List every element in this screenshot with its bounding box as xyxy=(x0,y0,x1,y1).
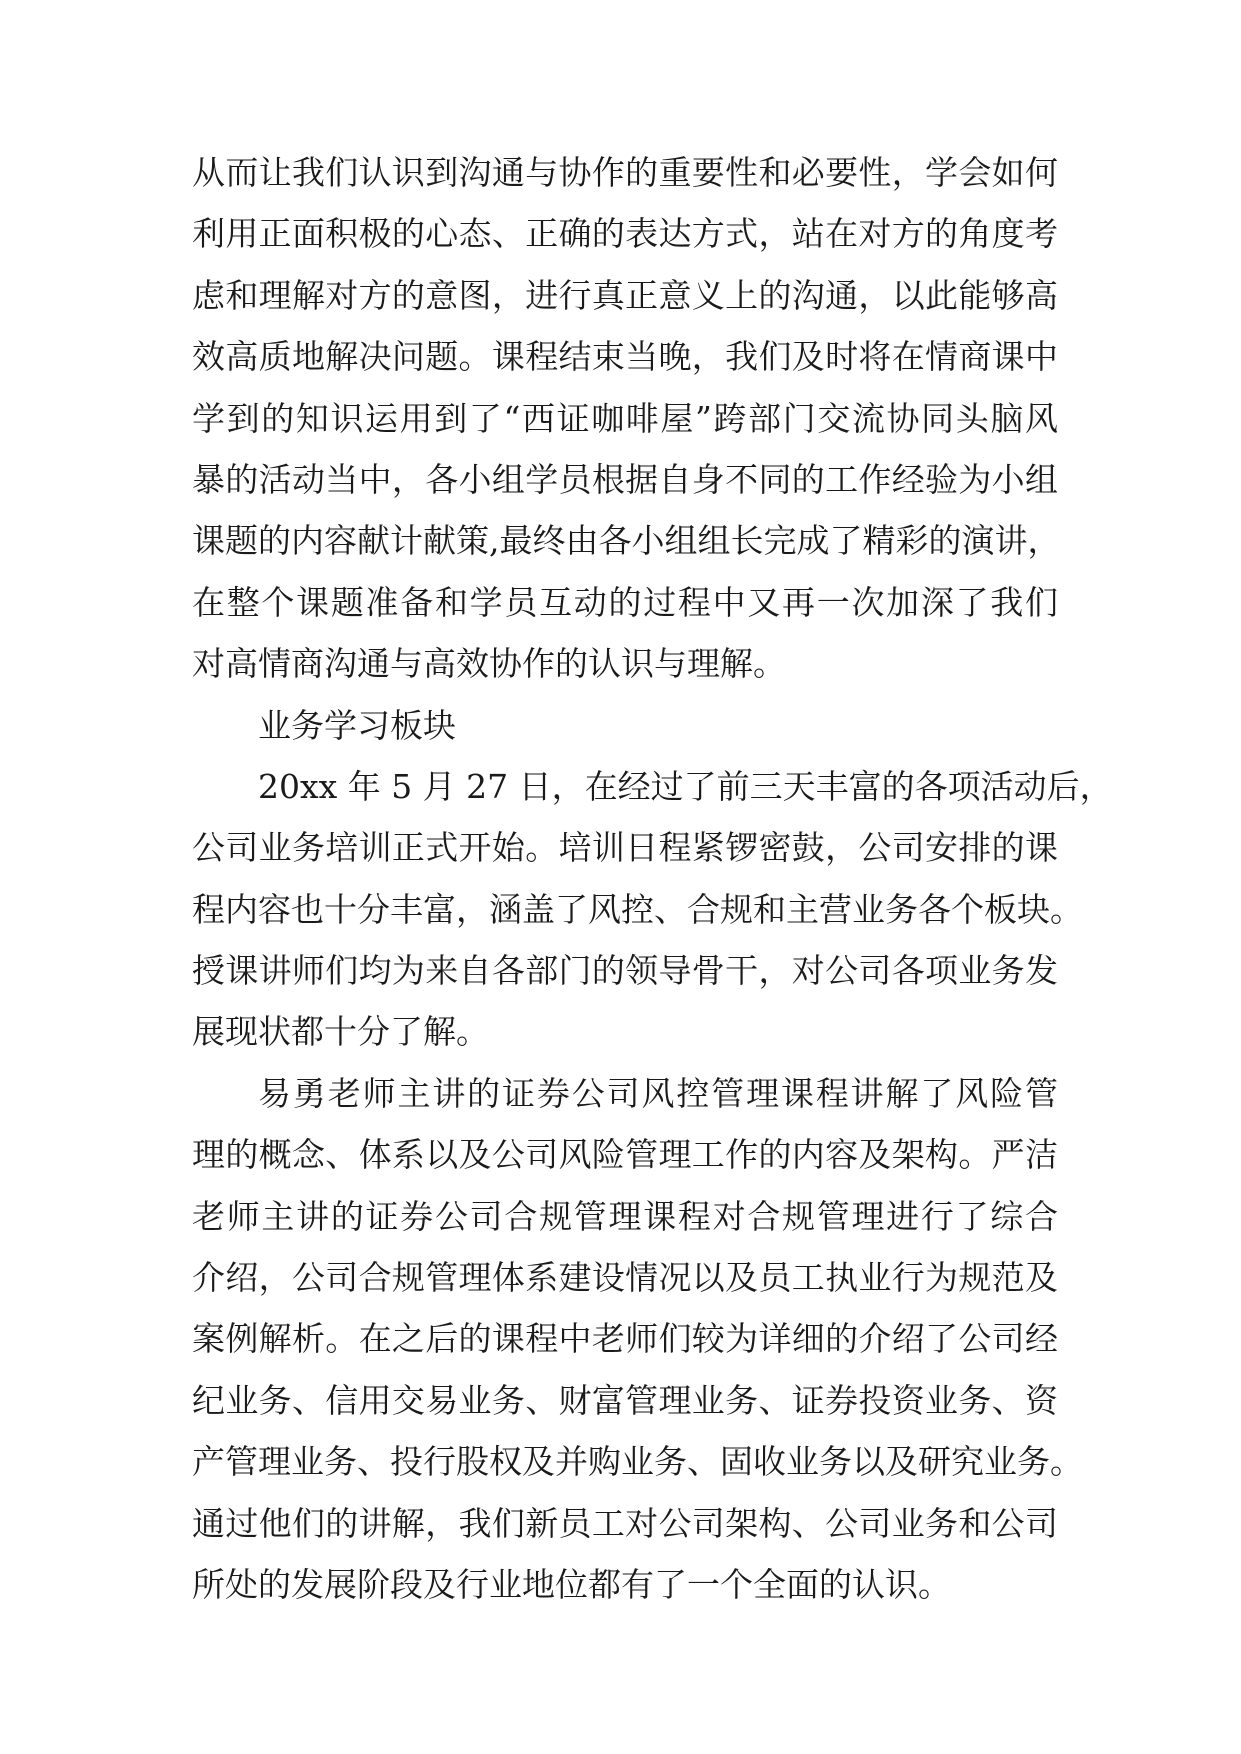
text-line: 暴的活动当中，各小组学员根据自身不同的工作经验为小组 xyxy=(192,459,1058,499)
text-line: 效高质地解决问题。课程结束当晚，我们及时将在情商课中 xyxy=(192,337,1058,377)
text-line: 20xx 年 5 月 27 日，在经过了前三天丰富的各项活动后， xyxy=(258,766,1113,806)
text-line: 老师主讲的证券公司合规管理课程对合规管理进行了综合 xyxy=(192,1196,1058,1236)
text-line: 理的概念、体系以及公司风险管理工作的内容及架构。严洁 xyxy=(192,1135,1058,1175)
text-line: 授课讲师们均为来自各部门的领导骨干，对公司各项业务发 xyxy=(192,951,1058,991)
paragraph-course-details xyxy=(192,1063,1083,1616)
text-line: 公司业务培训正式开始。培训日程紧锣密鼓，公司安排的课 xyxy=(192,828,1058,868)
text-line: 展现状都十分了解。 xyxy=(192,1012,489,1052)
section-heading-text: 业务学习板块 xyxy=(258,705,456,745)
paragraph-communication xyxy=(192,142,1061,695)
text-line: 易勇老师主讲的证券公司风控管理课程讲解了风险管 xyxy=(258,1073,1058,1113)
text-line: 程内容也十分丰富，涵盖了风控、合规和主营业务各个板块。 xyxy=(192,889,1083,929)
section-heading xyxy=(192,695,1058,756)
text-line: 在整个课题准备和学员互动的过程中又再一次加深了我们 xyxy=(192,582,1058,622)
text-line: 所处的发展阶段及行业地位都有了一个全面的认识。 xyxy=(192,1564,951,1604)
text-line: 课题的内容献计献策,最终由各小组组长完成了精彩的演讲， xyxy=(192,521,1061,561)
text-line: 案例解析。在之后的课程中老师们较为详细的介绍了公司经 xyxy=(192,1319,1058,1359)
text-line: 对高情商沟通与高效协作的认识与理解。 xyxy=(192,644,786,684)
text-line: 利用正面积极的心态、正确的表达方式，站在对方的角度考 xyxy=(192,214,1058,254)
document-page xyxy=(192,142,1113,1615)
text-line: 介绍，公司合规管理体系建设情况以及员工执业行为规范及 xyxy=(192,1258,1058,1298)
text-line: 纪业务、信用交易业务、财富管理业务、证券投资业务、资 xyxy=(192,1380,1058,1420)
text-line: 虑和理解对方的意图，进行真正意义上的沟通，以此能够高 xyxy=(192,275,1058,315)
text-line: 从而让我们认识到沟通与协作的重要性和必要性，学会如何 xyxy=(192,153,1058,192)
text-line: 学到的知识运用到了“西证咖啡屋”跨部门交流协同头脑风 xyxy=(192,398,1058,438)
text-line: 产管理业务、投行股权及并购业务、固收业务以及研究业务。 xyxy=(192,1442,1083,1482)
text-line: 通过他们的讲解，我们新员工对公司架构、公司业务和公司 xyxy=(192,1503,1058,1543)
paragraph-training-start xyxy=(192,756,1113,1063)
